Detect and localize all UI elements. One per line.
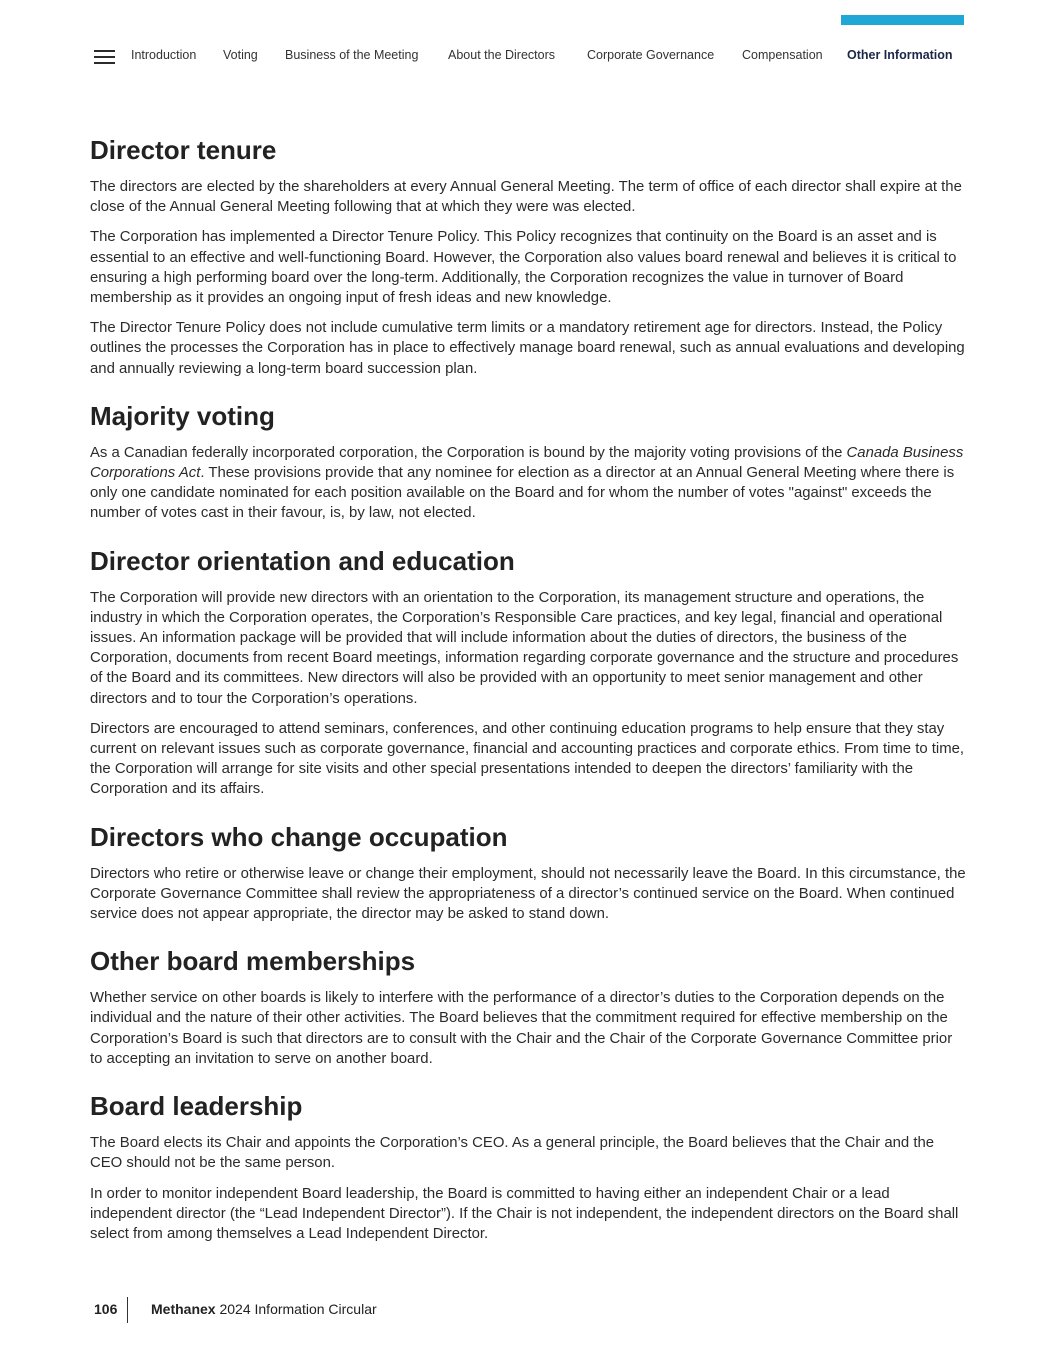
- paragraph-text: As a Canadian federally incorporated corporation, the Corporation is bound by the majority voting provisions of the: [90, 444, 847, 461]
- nav-business-of-the-meeting[interactable]: Business of the Meeting: [285, 48, 419, 62]
- section-director-orientation: [90, 543, 968, 800]
- paragraph: [90, 443, 968, 524]
- accent-bar: [841, 15, 964, 25]
- section-board-leadership: [90, 1088, 968, 1244]
- section-other-board-memberships: [90, 943, 968, 1069]
- footer-title: [151, 1301, 377, 1317]
- paragraph: The Director Tenure Policy does not include cumulative term limits or a mandatory retirement age for directors. Instead, the Policy outlines the processes the Corporation has in place to effectively manage board renewal, such as annual evaluations and developing and annually reviewing a long-term board succession plan.: [90, 320, 965, 377]
- paragraph: Directors are encouraged to attend seminars, conferences, and other continuing education programs to help ensure that they stay current on relevant issues such as corporate governance, financial and accounting practices and corporate ethics. From time to time, the Corporation will arrange for site visits and other special presentations intended to deepen the directors’ familiarity with the Corporation and its affairs.: [90, 720, 965, 798]
- section-majority-voting: [90, 398, 968, 524]
- section-directors-change-occupation: [90, 819, 968, 925]
- section-heading: Directors who change occupation: [90, 821, 508, 852]
- section-heading: Other board memberships: [90, 946, 416, 977]
- top-navigation: [94, 46, 974, 66]
- paragraph-text: . These provisions provide that any nominee for election as a director at an Annual General Meeting where there is only one candidate nominated for each position available on the Board and for whom the number of votes "against" exceeds the number of votes cast in their favour, is, by law, not elected.: [90, 465, 955, 522]
- nav-about-the-directors[interactable]: About the Directors: [448, 48, 555, 62]
- paragraph: The Board elects its Chair and appoints the Corporation’s CEO. As a general principle, the Board believes that the Chair and the CEO should not be the same person.: [90, 1135, 935, 1172]
- section-heading: Director tenure: [90, 135, 277, 165]
- hamburger-menu-icon[interactable]: [94, 50, 115, 64]
- section-director-tenure: [90, 132, 968, 379]
- nav-compensation[interactable]: Compensation: [742, 48, 823, 62]
- section-heading: Board leadership: [90, 1091, 303, 1122]
- nav-other-information[interactable]: Other Information: [847, 48, 953, 62]
- section-heading: Majority voting: [90, 400, 275, 431]
- act-name: Canada Business Corporations Act: [90, 444, 964, 482]
- footer-divider: [127, 1297, 128, 1323]
- nav-corporate-governance[interactable]: Corporate Governance: [587, 48, 715, 62]
- paragraph: In order to monitor independent Board leadership, the Board is committed to having either an independent Chair or a lead independent director (the “Lead Independent Director”). If the Chair is not independent, the independent directors on the Board shall select from among themselves a Lead Independent Director.: [90, 1185, 959, 1242]
- main-content: [90, 132, 968, 1254]
- paragraph: The directors are elected by the shareholders at every Annual General Meeting. The term of office of each director shall expire at the close of the Annual General Meeting following that at which they were was elected.: [90, 179, 962, 216]
- document-title: 2024 Information Circular: [219, 1301, 377, 1317]
- section-heading: Director orientation and education: [90, 545, 515, 576]
- company-name: Methanex: [151, 1301, 216, 1317]
- nav-introduction[interactable]: Introduction: [131, 48, 197, 62]
- paragraph: Directors who retire or otherwise leave or change their employment, should not necessarily leave the Board. In this circumstance, the Corporate Governance Committee shall review the appropriateness of a director’s continued service on the Board. When continued service does not appear appropriate, the director may be asked to stand down.: [90, 865, 966, 923]
- paragraph: The Corporation has implemented a Director Tenure Policy. This Policy recognizes that continuity on the Board is an asset and is essential to an effective and well-functioning Board. However, the Corporation also values board renewal and believes it is critical to ensuring a high performing board over the long-term. Additionally, the Corporation recognizes the value in turnover of Board membership as it provides an ongoing input of fresh ideas and new knowledge.: [90, 229, 957, 307]
- paragraph: Whether service on other boards is likely to interfere with the performance of a director’s duties to the Corporation depends on the individual and the nature of their other activities. The Board believes that the commitment required for effective membership on the Corporation’s Board is such that directors are to consult with the Chair and the Chair of the Corporate Governance Committee prior to accepting an invitation to serve on another board.: [90, 990, 953, 1067]
- paragraph: The Corporation will provide new directors with an orientation to the Corporation, its management structure and operations, the industry in which the Corporation operates, the Corporation’s Responsible Care practices, and key legal, financial and operational issues. An information package will be provided that will include information about the duties of directors, the business of the Corporation, documents from recent Board meetings, information regarding corporate governance and the structure and procedures of the Board and its committees. New directors will also be provided with an opportunity to meet senior management and other directors and to tour the Corporation’s operations.: [90, 589, 959, 707]
- nav-voting[interactable]: Voting: [223, 48, 258, 62]
- page-number: 106: [94, 1301, 118, 1317]
